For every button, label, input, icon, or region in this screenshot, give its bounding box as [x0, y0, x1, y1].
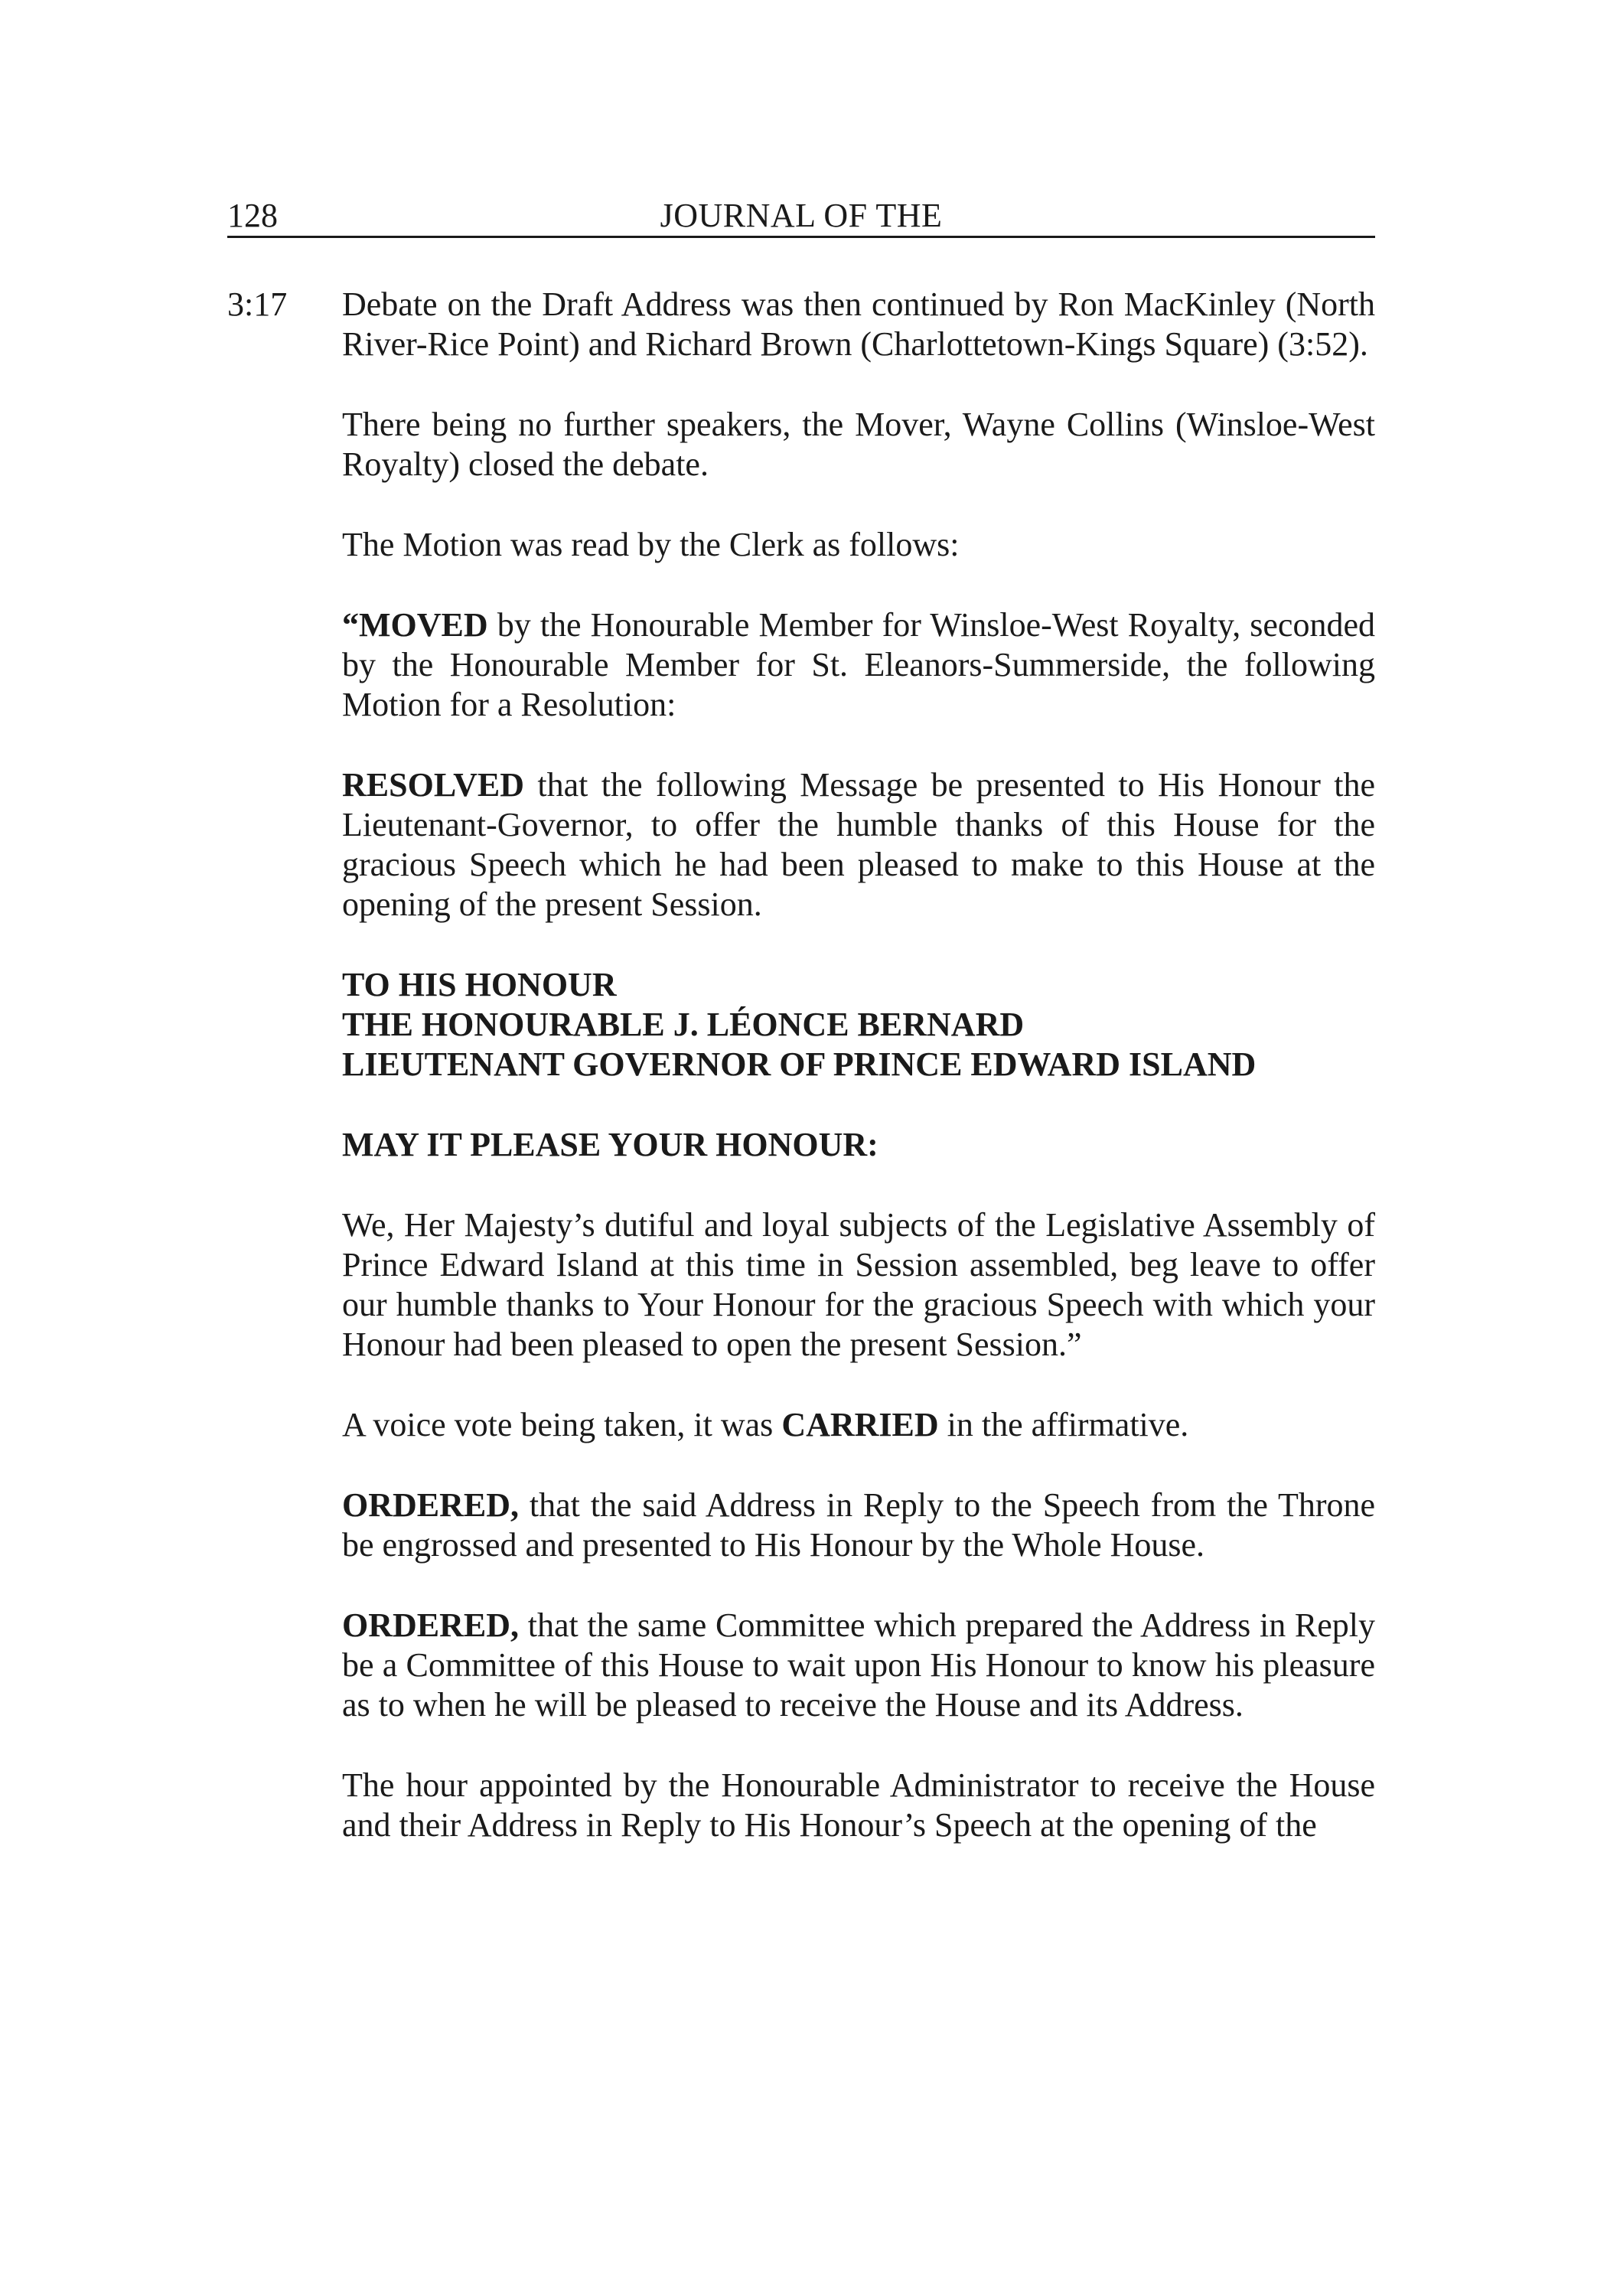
vote-result: CARRIED [781, 1406, 939, 1443]
closing-paragraph: The hour appointed by the Honourable Administrator to receive the House and their Address in Reply to His Honour’s Speech at the opening of the [342, 1766, 1375, 1844]
moved-paragraph [342, 605, 1375, 725]
page-number: 128 [227, 197, 278, 234]
moved-text: by the Honourable Member for Winsloe-West Royalty, seconded by the Honourable Member for St. Eleanors-Summerside, the following Motion for a Resolution: [342, 606, 1375, 723]
address-body-paragraph: We, Her Majesty’s dutiful and loyal subjects of the Legislative Assembly of Prince Edward Island at this time in Session assembled, beg leave to offer our humble thanks to Your Honour for the gracious Speech with which your Honour had been pleased to open the present Session.” [342, 1206, 1375, 1363]
vote-text-before: A voice vote being taken, it was [342, 1406, 782, 1443]
journal-body [342, 285, 1375, 1886]
resolved-keyword: RESOLVED [342, 766, 525, 804]
address-line-3: LIEUTENANT GOVERNOR OF PRINCE EDWARD ISLAND [342, 1045, 1257, 1083]
address-line-1: TO HIS HONOUR [342, 966, 617, 1003]
vote-paragraph [342, 1405, 1375, 1445]
order-paragraph-1 [342, 1486, 1375, 1565]
resolved-text: that the following Message be presented to His Honour the Lieutenant-Governor, to offer the humble thanks of this House for the gracious Speech which he had been pleased to make to this House at the opening of the present Session. [342, 766, 1375, 923]
order-keyword: ORDERED, [342, 1486, 520, 1524]
debate-paragraph: Debate on the Draft Address was then continued by Ron MacKinley (North River-Rice Point) and Richard Brown (Charlottetown-Kings Square) (3:52). [342, 285, 1375, 363]
entry-time: 3:17 [227, 285, 288, 323]
resolved-paragraph [342, 765, 1375, 925]
running-head: JOURNAL OF THE [660, 197, 943, 234]
order-text: that the same Committee which prepared the Address in Reply be a Committee of this House to wait upon His Honour to know his pleasure as to when he will be pleased to receive the House and its Address. [342, 1606, 1375, 1724]
page-header [227, 196, 1375, 238]
order-paragraph-2 [342, 1606, 1375, 1725]
closed-debate-paragraph: There being no further speakers, the Mover, Wayne Collins (Winsloe-West Royalty) closed the debate. [342, 406, 1375, 483]
salutation [342, 1125, 1375, 1165]
order-text: that the said Address in Reply to the Speech from the Throne be engrossed and presented to His Honour by the Whole House. [342, 1486, 1375, 1564]
moved-keyword: “MOVED [342, 606, 488, 644]
motion-read-paragraph: The Motion was read by the Clerk as follows: [342, 526, 960, 563]
address-line-2: THE HONOURABLE J. LÉONCE BERNARD [342, 1006, 1025, 1043]
order-keyword: ORDERED, [342, 1606, 520, 1644]
address-heading [342, 965, 1375, 1084]
vote-text-after: in the affirmative. [938, 1406, 1189, 1443]
salutation-text: MAY IT PLEASE YOUR HONOUR: [342, 1126, 878, 1163]
